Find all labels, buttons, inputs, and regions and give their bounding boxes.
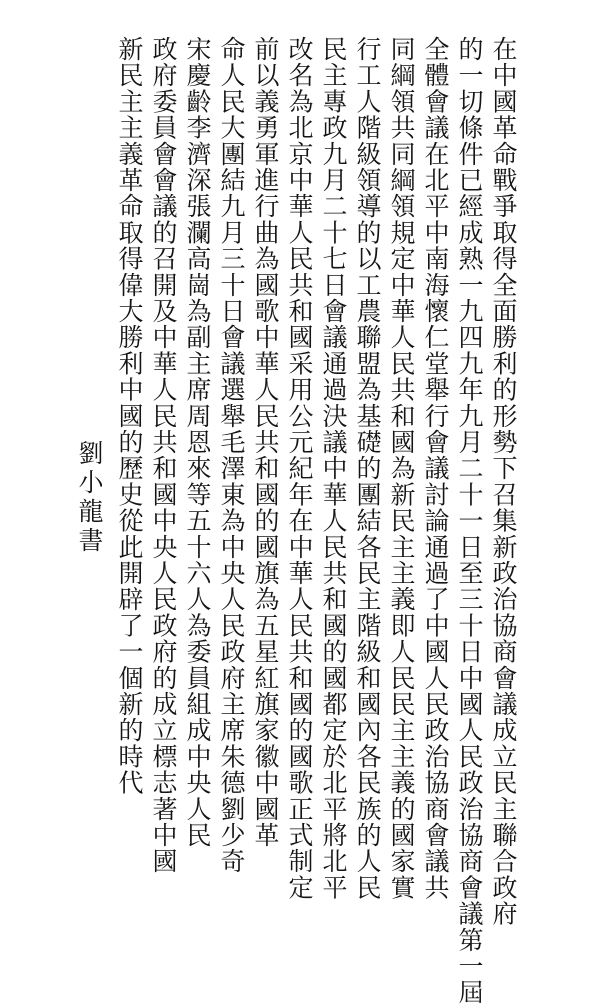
text-column-8: 前以義勇軍進行曲為國歌中華人民共和國的國旗為五星紅旗家徽中國革 xyxy=(251,36,280,849)
signature: 劉小龍書 xyxy=(75,440,104,556)
text-column-9: 命人民大團結九月三十日會議選舉毛澤東為中央人民政府主席朱德劉少奇 xyxy=(217,36,246,875)
text-column-10: 宋慶齡李濟深張瀾高崗為副主席周恩來等五十六人為委員組成中央人民 xyxy=(183,36,212,849)
text-column-2: 的一切條件已經成熟一九四九年九月二十一日至三十日中國人民政治協商會議第一屆 xyxy=(455,36,484,1005)
text-column-12: 新民主主義革命取得偉大勝利中國的歷史從此開辟了一個新的時代 xyxy=(115,36,144,796)
text-column-4: 同綱領共同綱領規定中華人民共和國為新民主主義即人民民主主義的國家實 xyxy=(387,36,416,901)
text-column-7: 改名為北京中華人民共和國采用公元紀年在中華人民共和國的國歌正式制定 xyxy=(285,36,314,901)
text-column-5: 行工人階級領導的以工農聯盟為基礎的團結各民主階級和國內各民族的人民 xyxy=(353,36,382,901)
text-column-6: 民主專政九月二十七日會議通過決議中華人民共和國的國都定於北平將北平 xyxy=(319,36,348,901)
text-column-3: 全體會議在北平中南海懷仁堂舉行會議討論通過了中國人民政治協商會議共 xyxy=(421,36,450,901)
text-column-1: 在中國革命戰爭取得全面勝利的形勢下召集新政治協商會議成立民主聯合政府 xyxy=(489,36,518,927)
text-column-11: 政府委員會會議的召開及中華人民共和國中央人民政府的成立標志著中國 xyxy=(149,36,178,875)
